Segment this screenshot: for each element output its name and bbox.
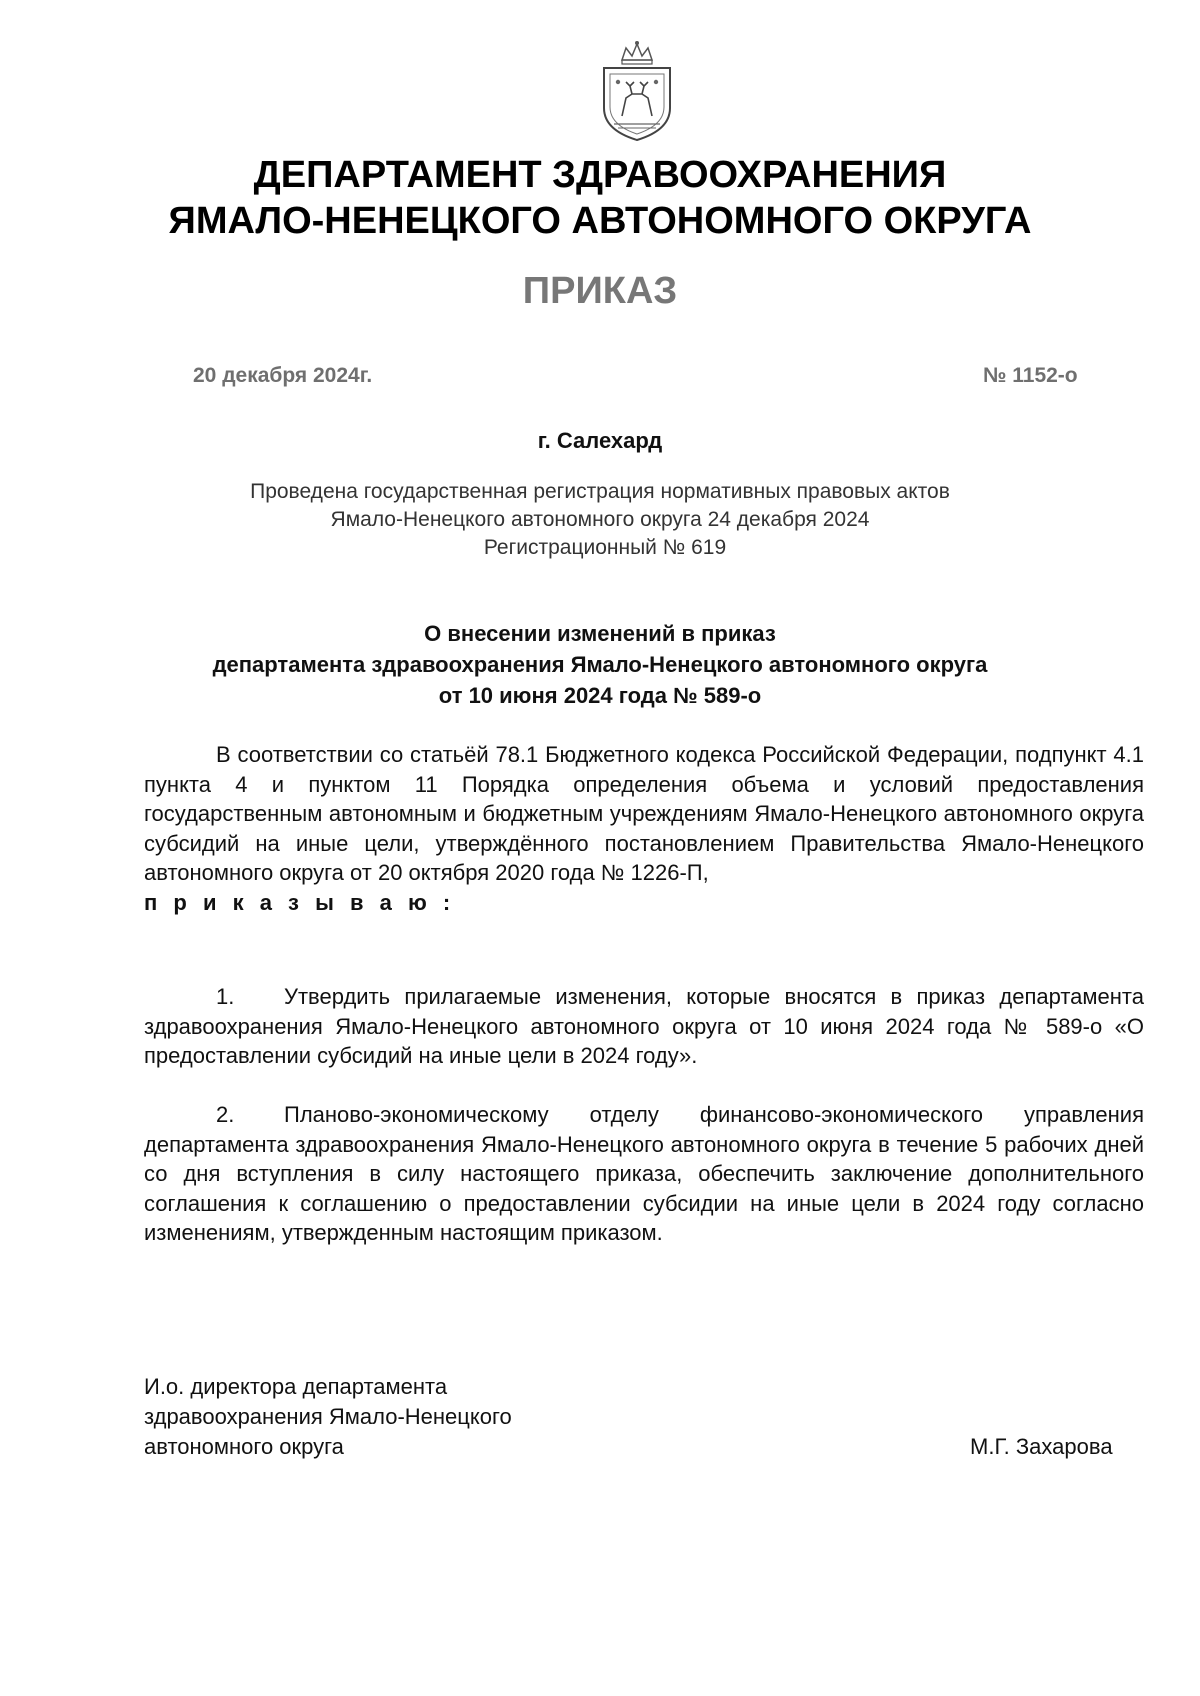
order-verb: п р и к а з ы в а ю : <box>144 889 456 915</box>
order-number: № 1152-о <box>983 364 1078 387</box>
document-type-title: ПРИКАЗ <box>522 270 678 312</box>
position-line-3: автономного округа <box>144 1434 344 1459</box>
registration-note <box>0 478 1200 562</box>
order-subject <box>0 618 1200 711</box>
list-item <box>144 1100 1144 1248</box>
coat-of-arms-icon <box>592 38 682 144</box>
item-text: Планово-экономическому отделу финансово-экономического управления департамента здравоохранения Ямало-Ненецкого автономного округа в течение 5 рабочих дней со дня вступления в силу настоящего приказа, обеспечить заключение дополнительного соглашения к соглашению о предоставлении субсидии на иные цели в 2024 году согласно изменениям, утвержденным настоящим приказом. <box>144 1102 1144 1245</box>
list-item <box>144 982 1144 1071</box>
preamble-paragraph <box>144 740 1144 917</box>
subject-line-1: О внесении изменений в приказ <box>424 621 776 646</box>
signatory-position <box>144 1372 512 1462</box>
department-title-line-1: ДЕПАРТАМЕНТ ЗДРАВООХРАНЕНИЯ <box>253 154 947 196</box>
subject-line-2: департамента здравоохранения Ямало-Ненецкого автономного округа <box>212 652 988 677</box>
preamble-text: В соответствии со статьёй 78.1 Бюджетного кодекса Российской Федерации, подпункт 4.1 пункта 4 и пунктом 11 Порядка определения объема и условий предоставления государственным автономным и бюджетным учреждениям Ямало-Ненецкого автономного округа субсидий на иные цели, утверждённого постановлением Правительства Ямало-Ненецкого автономного округа от 20 октября 2020 года № 1226-П, <box>144 742 1144 885</box>
subject-line-3: от 10 июня 2024 года № 589-о <box>438 683 762 708</box>
signatory-name: М.Г. Захарова <box>970 1434 1113 1459</box>
registration-line-1: Проведена государственная регистрация нормативных правовых актов <box>250 480 950 503</box>
registration-line-3: Регистрационный № 619 <box>483 536 727 559</box>
item-number: 1. <box>216 984 235 1009</box>
item-text: Утвердить прилагаемые изменения, которые вносятся в приказ департамента здравоохранения Ямало-Ненецкого автономного округа от 10 июня 2024 года № 589-о «О предоставлении субсидий на иные цели в 2024 году». <box>144 984 1144 1068</box>
order-date: 20 декабря 2024г. <box>193 364 373 387</box>
position-line-1: И.о. директора департамента <box>144 1374 448 1399</box>
item-number: 2. <box>216 1102 235 1127</box>
position-line-2: здравоохранения Ямало-Ненецкого <box>144 1404 512 1429</box>
city: г. Салехард <box>537 428 663 453</box>
department-title-line-2: ЯМАЛО-НЕНЕЦКОГО АВТОНОМНОГО ОКРУГА <box>168 200 1032 242</box>
registration-line-2: Ямало-Ненецкого автономного округа 24 декабря 2024 <box>330 508 870 531</box>
